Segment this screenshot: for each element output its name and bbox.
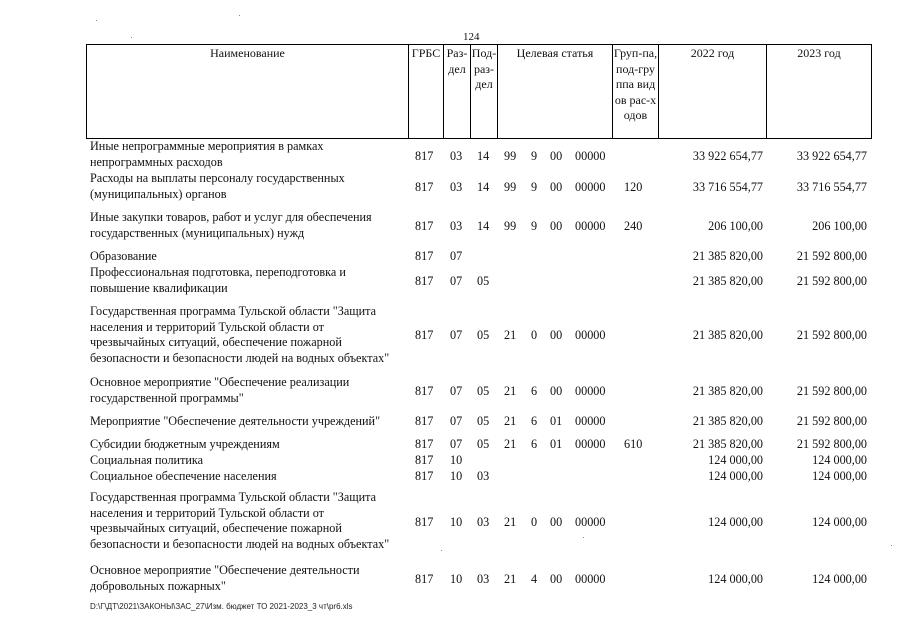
row-target-1: 99 [504, 219, 517, 233]
row-razdel: 10 [450, 572, 463, 586]
row-podrazdel: 05 [477, 274, 490, 288]
row-target-3: 00 [550, 572, 563, 586]
scan-speck [583, 537, 584, 538]
row-target-3: 00 [550, 149, 563, 163]
row-target-4: 00000 [575, 219, 606, 233]
row-value-2022: 33 716 554,77 [692, 180, 763, 194]
row-grbs: 817 [415, 180, 434, 194]
header-grbs-label: ГРБС [411, 46, 441, 60]
row-target-3: 00 [550, 219, 563, 233]
row-target-2: 4 [531, 572, 538, 586]
row-value-2022: 21 385 820,00 [692, 249, 763, 263]
header-target-label: Целевая статья [516, 46, 594, 60]
scan-speck [96, 20, 97, 21]
row-name: Образование [90, 249, 157, 263]
row-value-2022: 21 385 820,00 [692, 437, 763, 451]
row-name: Иные закупки товаров, работ и услуг для обеспечения государственных (муниципальных) нужд [90, 210, 372, 240]
row-value-2022: 124 000,00 [708, 515, 763, 529]
row-target-2: 6 [531, 437, 538, 451]
row-target-1: 99 [504, 180, 517, 194]
row-podrazdel: 05 [477, 437, 490, 451]
row-target-3: 00 [550, 180, 563, 194]
row-razdel: 07 [450, 437, 463, 451]
row-target-3: 00 [550, 515, 563, 529]
row-target-2: 0 [531, 328, 538, 342]
row-name: Основное мероприятие "Обеспечение реализации государственной программы" [90, 375, 350, 405]
row-razdel: 03 [450, 219, 463, 233]
header-group-label: Груп-па, под-группа видов рас-ходов [613, 46, 658, 122]
row-grbs: 817 [415, 219, 434, 233]
row-name: Социальное обеспечение населения [90, 469, 277, 483]
row-grbs: 817 [415, 384, 434, 398]
row-razdel: 07 [450, 414, 463, 428]
row-value-2023: 124 000,00 [812, 572, 867, 586]
row-target-2: 6 [531, 414, 538, 428]
row-podrazdel: 14 [477, 219, 490, 233]
row-value-2023: 21 592 800,00 [796, 249, 867, 263]
row-grbs: 817 [415, 414, 434, 428]
row-grbs: 817 [415, 469, 434, 483]
row-target-4: 00000 [575, 414, 606, 428]
row-podrazdel: 14 [477, 180, 490, 194]
scan-speck [891, 545, 892, 546]
row-value-2023: 21 592 800,00 [796, 328, 867, 342]
row-target-4: 00000 [575, 437, 606, 451]
row-grbs: 817 [415, 149, 434, 163]
row-value-2023: 33 716 554,77 [796, 180, 867, 194]
row-grbs: 817 [415, 274, 434, 288]
row-target-4: 00000 [575, 180, 606, 194]
row-name: Мероприятие "Обеспечение деятельности учреждений" [90, 414, 381, 428]
row-target-4: 00000 [575, 384, 606, 398]
row-value-2022: 21 385 820,00 [692, 384, 763, 398]
row-podrazdel: 03 [477, 572, 490, 586]
row-name: Расходы на выплаты персоналу государственных (муниципальных) органов [90, 171, 345, 201]
row-name: Субсидии бюджетным учреждениям [90, 437, 280, 451]
row-value-2023: 124 000,00 [812, 515, 867, 529]
row-value-2023: 21 592 800,00 [796, 414, 867, 428]
row-target-3: 01 [550, 414, 563, 428]
row-group: 240 [624, 219, 643, 233]
row-target-1: 21 [504, 414, 517, 428]
row-name: Профессиональная подготовка, переподготовка и повышение квалификации [90, 265, 346, 295]
row-target-1: 21 [504, 384, 517, 398]
row-target-2: 9 [531, 149, 538, 163]
row-value-2022: 124 000,00 [708, 453, 763, 467]
row-value-2022: 124 000,00 [708, 572, 763, 586]
row-podrazdel: 14 [477, 149, 490, 163]
row-target-3: 00 [550, 328, 563, 342]
row-value-2023: 124 000,00 [812, 469, 867, 483]
footer-file-path: D:\Г\ДТ\2021\ЗАКОНЫ\ЗАС_27\Изм. бюджет ТО 2021-2023_3 чт\pr6.xls [90, 602, 353, 611]
row-razdel: 10 [450, 469, 463, 483]
scan-speck [131, 37, 132, 38]
row-value-2022: 21 385 820,00 [692, 274, 763, 288]
row-grbs: 817 [415, 572, 434, 586]
row-razdel: 07 [450, 249, 463, 263]
row-name: Государственная программа Тульской области "Защита населения и территорий Тульской области от чрезвычайных ситуаций, обеспечение пожарной безопасности и безопасности людей на водных объектах" [90, 304, 390, 365]
row-grbs: 817 [415, 437, 434, 451]
row-group: 120 [624, 180, 643, 194]
scan-speck [239, 15, 240, 16]
row-target-3: 00 [550, 384, 563, 398]
row-podrazdel: 05 [477, 414, 490, 428]
row-razdel: 07 [450, 274, 463, 288]
row-grbs: 817 [415, 515, 434, 529]
row-target-2: 9 [531, 180, 538, 194]
row-value-2023: 206 100,00 [812, 219, 867, 233]
page-number: 124 [463, 31, 480, 43]
header-razdel-label: Раз-дел [446, 46, 468, 76]
row-value-2022: 124 000,00 [708, 469, 763, 483]
scan-speck [441, 550, 442, 551]
row-value-2023: 21 592 800,00 [796, 384, 867, 398]
row-grbs: 817 [415, 453, 434, 467]
row-value-2022: 21 385 820,00 [692, 414, 763, 428]
row-target-1: 99 [504, 149, 517, 163]
row-target-2: 6 [531, 384, 538, 398]
row-value-2022: 206 100,00 [708, 219, 763, 233]
row-target-1: 21 [504, 437, 517, 451]
row-target-2: 9 [531, 219, 538, 233]
row-podrazdel: 05 [477, 328, 490, 342]
row-razdel: 07 [450, 328, 463, 342]
row-value-2023: 124 000,00 [812, 453, 867, 467]
row-podrazdel: 03 [477, 469, 490, 483]
row-value-2023: 21 592 800,00 [796, 437, 867, 451]
row-target-4: 00000 [575, 149, 606, 163]
header-2023-label: 2023 год [797, 46, 841, 60]
row-target-4: 00000 [575, 572, 606, 586]
header-podrazdel-label: Под-раз-дел [471, 46, 497, 91]
row-name: Иные непрограммные мероприятия в рамках непрограммных расходов [90, 139, 324, 169]
row-name: Государственная программа Тульской области "Защита населения и территорий Тульской области от чрезвычайных ситуаций, обеспечение пожарной безопасности и безопасности людей на водных объектах" [90, 490, 390, 551]
row-razdel: 07 [450, 384, 463, 398]
row-razdel: 10 [450, 453, 463, 467]
row-grbs: 817 [415, 328, 434, 342]
row-razdel: 10 [450, 515, 463, 529]
row-value-2022: 21 385 820,00 [692, 328, 763, 342]
row-target-2: 0 [531, 515, 538, 529]
row-razdel: 03 [450, 149, 463, 163]
row-group: 610 [624, 437, 643, 451]
row-target-1: 21 [504, 328, 517, 342]
header-2022-label: 2022 год [690, 46, 735, 60]
row-name: Социальная политика [90, 453, 204, 467]
row-razdel: 03 [450, 180, 463, 194]
row-podrazdel: 03 [477, 515, 490, 529]
row-podrazdel: 05 [477, 384, 490, 398]
row-target-1: 21 [504, 515, 517, 529]
row-value-2023: 21 592 800,00 [796, 274, 867, 288]
row-target-4: 00000 [575, 328, 606, 342]
row-target-3: 01 [550, 437, 563, 451]
row-value-2023: 33 922 654,77 [796, 149, 867, 163]
row-target-4: 00000 [575, 515, 606, 529]
header-name-label: Наименование [210, 46, 285, 60]
row-value-2022: 33 922 654,77 [692, 149, 763, 163]
row-target-1: 21 [504, 572, 517, 586]
row-grbs: 817 [415, 249, 434, 263]
row-name: Основное мероприятие "Обеспечение деятельности добровольных пожарных" [90, 563, 360, 593]
